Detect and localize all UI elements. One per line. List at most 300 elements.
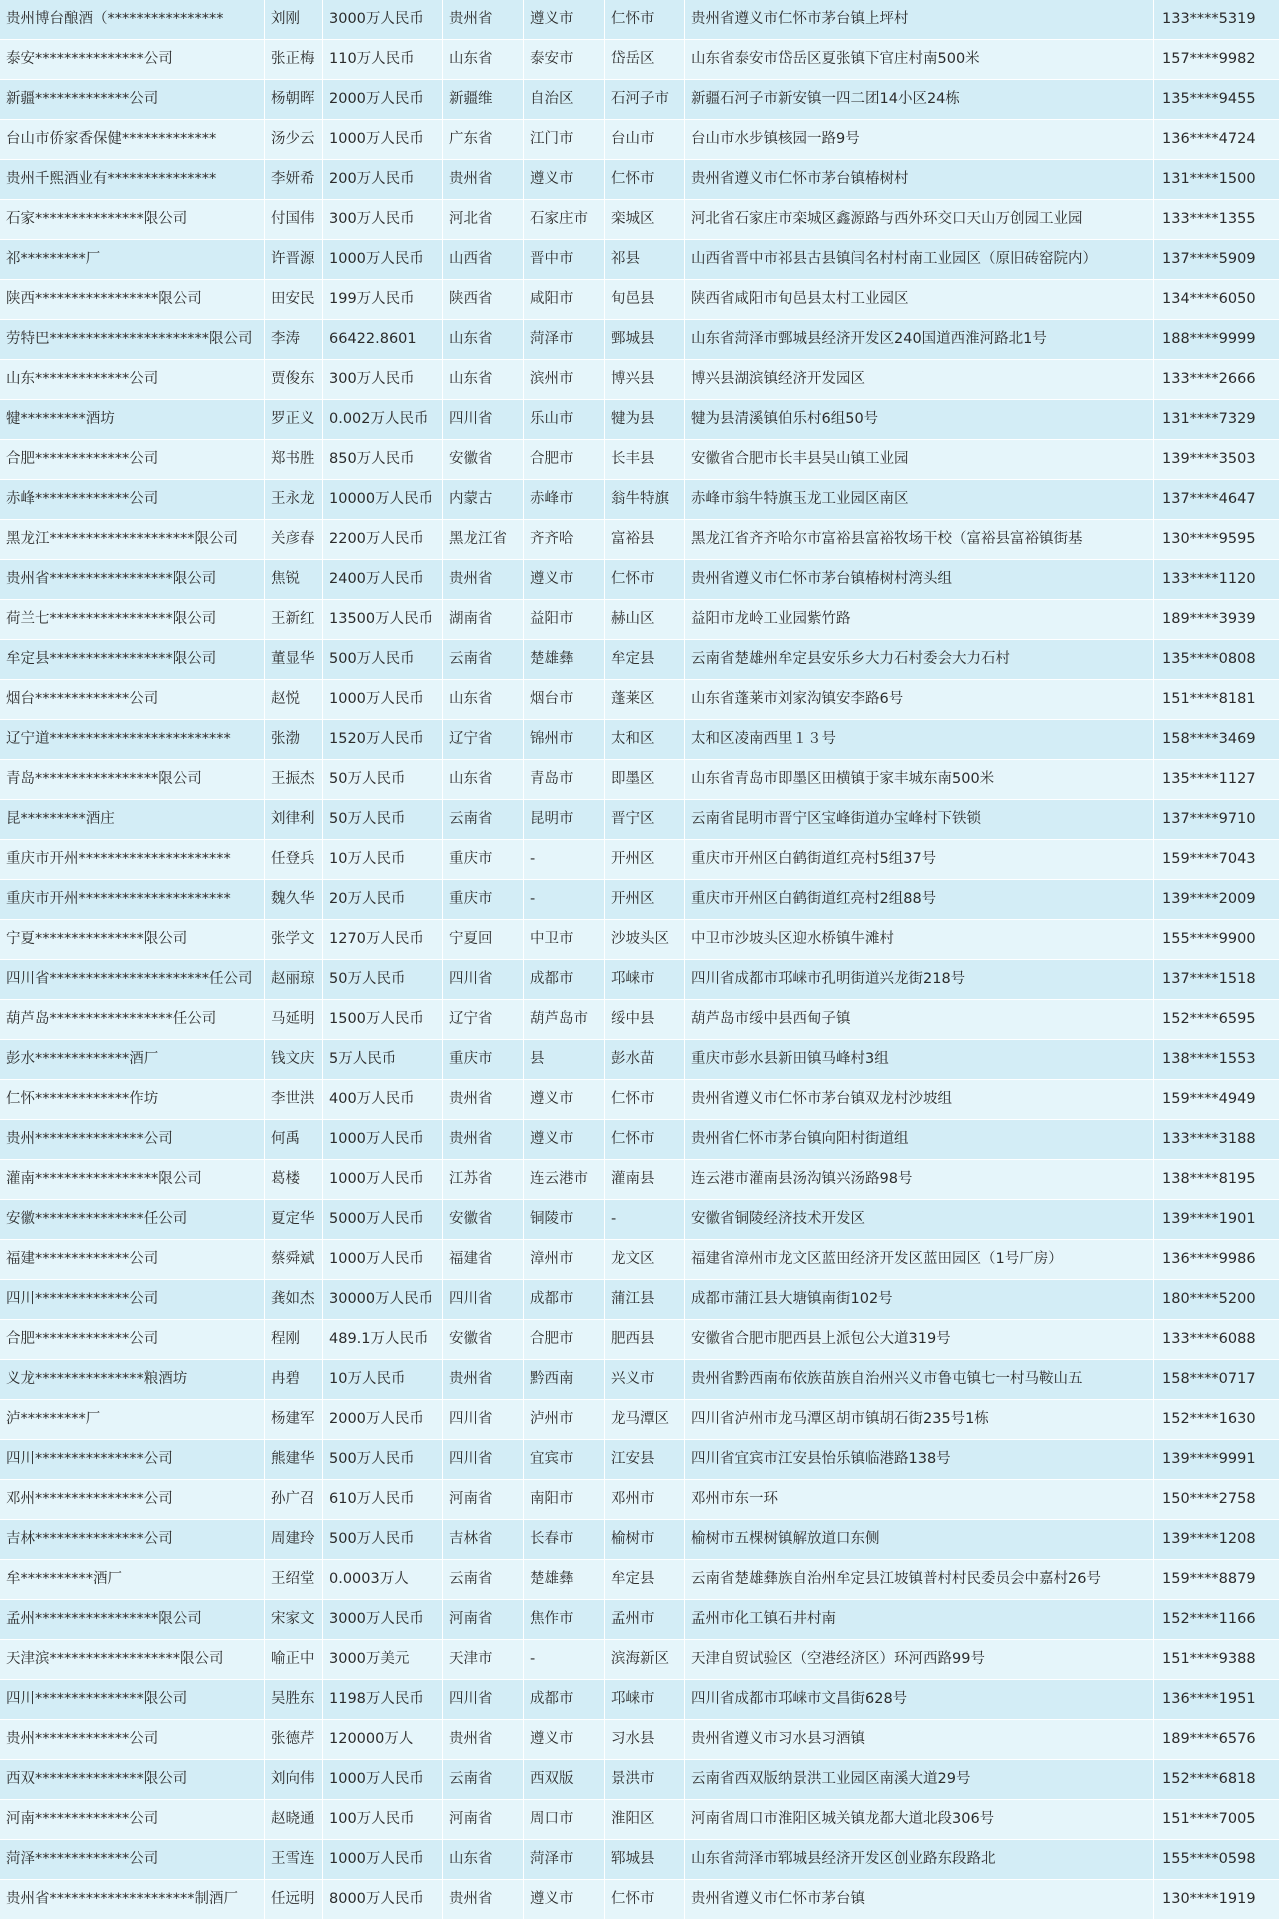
city-cell: - xyxy=(524,880,605,920)
district-cell: 长丰县 xyxy=(605,440,685,480)
legal-person-cell: 张正梅 xyxy=(265,40,323,80)
city-cell: 遵义市 xyxy=(524,1120,605,1160)
province-cell: 福建省 xyxy=(443,1240,524,1280)
phone-cell: 180****5200 xyxy=(1154,1280,1280,1320)
address-cell: 太和区凌南西里１３号 xyxy=(685,720,1154,760)
address-cell: 榆树市五棵树镇解放道口东侧 xyxy=(685,1520,1154,1560)
company-name-cell: 石家***************限公司 xyxy=(0,200,265,240)
table-row xyxy=(0,600,1280,640)
province-cell: 宁夏回 xyxy=(443,920,524,960)
city-cell: 黔西南 xyxy=(524,1360,605,1400)
table-row xyxy=(0,1440,1280,1480)
company-name-cell: 彭水*************酒厂 xyxy=(0,1040,265,1080)
registered-capital-cell: 2000万人民币 xyxy=(323,1400,443,1440)
phone-cell: 158****3469 xyxy=(1154,720,1280,760)
legal-person-cell: 任远明 xyxy=(265,1880,323,1920)
company-name-cell: 新疆*************公司 xyxy=(0,80,265,120)
province-cell: 贵州省 xyxy=(443,560,524,600)
address-cell: 安徽省铜陵经济技术开发区 xyxy=(685,1200,1154,1240)
address-cell: 赤峰市翁牛特旗玉龙工业园区南区 xyxy=(685,480,1154,520)
registered-capital-cell: 50万人民币 xyxy=(323,960,443,1000)
city-cell: 葫芦岛市 xyxy=(524,1000,605,1040)
registered-capital-cell: 120000万人 xyxy=(323,1720,443,1760)
legal-person-cell: 马延明 xyxy=(265,1000,323,1040)
province-cell: 吉林省 xyxy=(443,1520,524,1560)
table-row xyxy=(0,1280,1280,1320)
district-cell: 岱岳区 xyxy=(605,40,685,80)
district-cell: 兴义市 xyxy=(605,1360,685,1400)
phone-cell: 152****6595 xyxy=(1154,1000,1280,1040)
district-cell: 犍为县 xyxy=(605,400,685,440)
province-cell: 贵州省 xyxy=(443,1720,524,1760)
phone-cell: 133****5319 xyxy=(1154,0,1280,40)
registered-capital-cell: 300万人民币 xyxy=(323,360,443,400)
address-cell: 连云港市灌南县汤沟镇兴汤路98号 xyxy=(685,1160,1154,1200)
company-name-cell: 贵州*************公司 xyxy=(0,1720,265,1760)
table-row xyxy=(0,160,1280,200)
company-name-cell: 西双***************限公司 xyxy=(0,1760,265,1800)
address-cell: 贵州省遵义市仁怀市茅台镇椿树村湾头组 xyxy=(685,560,1154,600)
company-name-cell: 重庆市开州********************* xyxy=(0,880,265,920)
table-row xyxy=(0,1200,1280,1240)
address-cell: 成都市蒲江县大塘镇南街102号 xyxy=(685,1280,1154,1320)
registered-capital-cell: 400万人民币 xyxy=(323,1080,443,1120)
legal-person-cell: 葛楼 xyxy=(265,1160,323,1200)
district-cell: 仁怀市 xyxy=(605,1880,685,1920)
district-cell: 太和区 xyxy=(605,720,685,760)
province-cell: 四川省 xyxy=(443,1440,524,1480)
table-row xyxy=(0,1320,1280,1360)
phone-cell: 137****4647 xyxy=(1154,480,1280,520)
city-cell: 合肥市 xyxy=(524,1320,605,1360)
registered-capital-cell: 1000万人民币 xyxy=(323,680,443,720)
district-cell: 龙马潭区 xyxy=(605,1400,685,1440)
phone-cell: 139****1208 xyxy=(1154,1520,1280,1560)
address-cell: 山东省青岛市即墨区田横镇于家丰城东南500米 xyxy=(685,760,1154,800)
city-cell: 长春市 xyxy=(524,1520,605,1560)
city-cell: 烟台市 xyxy=(524,680,605,720)
registered-capital-cell: 1000万人民币 xyxy=(323,1160,443,1200)
city-cell: 焦作市 xyxy=(524,1600,605,1640)
province-cell: 贵州省 xyxy=(443,1120,524,1160)
address-cell: 河北省石家庄市栾城区鑫源路与西外环交口天山万创园工业园 xyxy=(685,200,1154,240)
company-name-cell: 仁怀*************作坊 xyxy=(0,1080,265,1120)
city-cell: 遵义市 xyxy=(524,1720,605,1760)
province-cell: 安徽省 xyxy=(443,1320,524,1360)
table-row xyxy=(0,720,1280,760)
legal-person-cell: 赵晓通 xyxy=(265,1800,323,1840)
address-cell: 四川省泸州市龙马潭区胡市镇胡石街235号1栋 xyxy=(685,1400,1154,1440)
phone-cell: 158****0717 xyxy=(1154,1360,1280,1400)
legal-person-cell: 许晋源 xyxy=(265,240,323,280)
city-cell: 合肥市 xyxy=(524,440,605,480)
province-cell: 云南省 xyxy=(443,640,524,680)
legal-person-cell: 魏久华 xyxy=(265,880,323,920)
address-cell: 犍为县清溪镇伯乐村6组50号 xyxy=(685,400,1154,440)
district-cell: 仁怀市 xyxy=(605,1080,685,1120)
province-cell: 安徽省 xyxy=(443,440,524,480)
company-name-cell: 祁*********厂 xyxy=(0,240,265,280)
phone-cell: 135****9455 xyxy=(1154,80,1280,120)
city-cell: 成都市 xyxy=(524,1680,605,1720)
phone-cell: 135****1127 xyxy=(1154,760,1280,800)
phone-cell: 152****1630 xyxy=(1154,1400,1280,1440)
district-cell: - xyxy=(605,1200,685,1240)
phone-cell: 133****3188 xyxy=(1154,1120,1280,1160)
city-cell: 滨州市 xyxy=(524,360,605,400)
phone-cell: 130****1919 xyxy=(1154,1880,1280,1920)
district-cell: 台山市 xyxy=(605,120,685,160)
phone-cell: 151****8181 xyxy=(1154,680,1280,720)
phone-cell: 151****7005 xyxy=(1154,1800,1280,1840)
table-row xyxy=(0,800,1280,840)
legal-person-cell: 周建玲 xyxy=(265,1520,323,1560)
legal-person-cell: 蔡舜斌 xyxy=(265,1240,323,1280)
company-name-cell: 河南*************公司 xyxy=(0,1800,265,1840)
district-cell: 牟定县 xyxy=(605,1560,685,1600)
city-cell: 宜宾市 xyxy=(524,1440,605,1480)
registered-capital-cell: 610万人民币 xyxy=(323,1480,443,1520)
district-cell: 晋宁区 xyxy=(605,800,685,840)
province-cell: 河南省 xyxy=(443,1800,524,1840)
district-cell: 祁县 xyxy=(605,240,685,280)
province-cell: 贵州省 xyxy=(443,160,524,200)
district-cell: 开州区 xyxy=(605,840,685,880)
table-row xyxy=(0,1120,1280,1160)
province-cell: 广东省 xyxy=(443,120,524,160)
registered-capital-cell: 1000万人民币 xyxy=(323,1840,443,1880)
city-cell: 南阳市 xyxy=(524,1480,605,1520)
city-cell: 楚雄彝 xyxy=(524,1560,605,1600)
table-row xyxy=(0,440,1280,480)
district-cell: 石河子市 xyxy=(605,80,685,120)
legal-person-cell: 熊建华 xyxy=(265,1440,323,1480)
phone-cell: 136****9986 xyxy=(1154,1240,1280,1280)
registered-capital-cell: 5000万人民币 xyxy=(323,1200,443,1240)
phone-cell: 155****0598 xyxy=(1154,1840,1280,1880)
province-cell: 贵州省 xyxy=(443,0,524,40)
district-cell: 即墨区 xyxy=(605,760,685,800)
city-cell: 周口市 xyxy=(524,1800,605,1840)
phone-cell: 159****7043 xyxy=(1154,840,1280,880)
company-name-cell: 赤峰*************公司 xyxy=(0,480,265,520)
city-cell: 昆明市 xyxy=(524,800,605,840)
phone-cell: 135****0808 xyxy=(1154,640,1280,680)
city-cell: 遵义市 xyxy=(524,1080,605,1120)
address-cell: 新疆石河子市新安镇一四二团14小区24栋 xyxy=(685,80,1154,120)
legal-person-cell: 王振杰 xyxy=(265,760,323,800)
company-name-cell: 葫芦岛*****************任公司 xyxy=(0,1000,265,1040)
province-cell: 陕西省 xyxy=(443,280,524,320)
district-cell: 蓬莱区 xyxy=(605,680,685,720)
company-name-cell: 福建*************公司 xyxy=(0,1240,265,1280)
phone-cell: 134****6050 xyxy=(1154,280,1280,320)
registered-capital-cell: 300万人民币 xyxy=(323,200,443,240)
legal-person-cell: 王绍堂 xyxy=(265,1560,323,1600)
company-name-cell: 四川省**********************任公司 xyxy=(0,960,265,1000)
registered-capital-cell: 199万人民币 xyxy=(323,280,443,320)
address-cell: 云南省昆明市晋宁区宝峰街道办宝峰村下铁锁 xyxy=(685,800,1154,840)
legal-person-cell: 刘刚 xyxy=(265,0,323,40)
city-cell: 成都市 xyxy=(524,960,605,1000)
table-row xyxy=(0,240,1280,280)
address-cell: 天津自贸试验区（空港经济区）环河西路99号 xyxy=(685,1640,1154,1680)
district-cell: 开州区 xyxy=(605,880,685,920)
registered-capital-cell: 3000万人民币 xyxy=(323,0,443,40)
address-cell: 贵州省黔西南布依族苗族自治州兴义市鲁屯镇七一村马鞍山五 xyxy=(685,1360,1154,1400)
company-name-cell: 贵州博台酿酒（**************** xyxy=(0,0,265,40)
registered-capital-cell: 1000万人民币 xyxy=(323,1240,443,1280)
address-cell: 中卫市沙坡头区迎水桥镇牛滩村 xyxy=(685,920,1154,960)
legal-person-cell: 刘律利 xyxy=(265,800,323,840)
table-row xyxy=(0,40,1280,80)
city-cell: 泸州市 xyxy=(524,1400,605,1440)
company-name-cell: 台山市侨家香保健************* xyxy=(0,120,265,160)
province-cell: 河北省 xyxy=(443,200,524,240)
district-cell: 蒲江县 xyxy=(605,1280,685,1320)
legal-person-cell: 李世洪 xyxy=(265,1080,323,1120)
table-row xyxy=(0,520,1280,560)
table-row xyxy=(0,1800,1280,1840)
address-cell: 山东省菏泽市鄄城县经济开发区240国道西淮河路北1号 xyxy=(685,320,1154,360)
city-cell: 楚雄彝 xyxy=(524,640,605,680)
table-row xyxy=(0,80,1280,120)
legal-person-cell: 赵悦 xyxy=(265,680,323,720)
district-cell: 景洪市 xyxy=(605,1760,685,1800)
province-cell: 重庆市 xyxy=(443,840,524,880)
registered-capital-cell: 10万人民币 xyxy=(323,1360,443,1400)
registered-capital-cell: 2400万人民币 xyxy=(323,560,443,600)
province-cell: 四川省 xyxy=(443,1400,524,1440)
province-cell: 贵州省 xyxy=(443,1080,524,1120)
table-row xyxy=(0,960,1280,1000)
legal-person-cell: 孙广召 xyxy=(265,1480,323,1520)
company-name-cell: 孟州*****************限公司 xyxy=(0,1600,265,1640)
phone-cell: 138****8195 xyxy=(1154,1160,1280,1200)
province-cell: 山东省 xyxy=(443,360,524,400)
district-cell: 仁怀市 xyxy=(605,1120,685,1160)
city-cell: 遵义市 xyxy=(524,1880,605,1920)
company-name-cell: 贵州***************公司 xyxy=(0,1120,265,1160)
province-cell: 江苏省 xyxy=(443,1160,524,1200)
company-name-cell: 陕西*****************限公司 xyxy=(0,280,265,320)
district-cell: 仁怀市 xyxy=(605,0,685,40)
address-cell: 河南省周口市淮阳区城关镇龙都大道北段306号 xyxy=(685,1800,1154,1840)
table-row xyxy=(0,1360,1280,1400)
province-cell: 辽宁省 xyxy=(443,1000,524,1040)
province-cell: 贵州省 xyxy=(443,1880,524,1920)
company-name-cell: 烟台*************公司 xyxy=(0,680,265,720)
address-cell: 贵州省遵义市仁怀市茅台镇 xyxy=(685,1880,1154,1920)
city-cell: 赤峰市 xyxy=(524,480,605,520)
table-row xyxy=(0,640,1280,680)
phone-cell: 131****1500 xyxy=(1154,160,1280,200)
district-cell: 富裕县 xyxy=(605,520,685,560)
city-cell: 晋中市 xyxy=(524,240,605,280)
table-row xyxy=(0,1000,1280,1040)
address-cell: 黑龙江省齐齐哈尔市富裕县富裕牧场干校（富裕县富裕镇街基 xyxy=(685,520,1154,560)
company-name-cell: 泸*********厂 xyxy=(0,1400,265,1440)
district-cell: 孟州市 xyxy=(605,1600,685,1640)
registered-capital-cell: 50万人民币 xyxy=(323,760,443,800)
table-row xyxy=(0,760,1280,800)
company-name-cell: 贵州省*****************限公司 xyxy=(0,560,265,600)
registered-capital-cell: 3000万人民币 xyxy=(323,1600,443,1640)
table-row xyxy=(0,200,1280,240)
table-row xyxy=(0,1480,1280,1520)
company-name-cell: 泰安***************公司 xyxy=(0,40,265,80)
address-cell: 安徽省合肥市肥西县上派包公大道319号 xyxy=(685,1320,1154,1360)
registered-capital-cell: 13500万人民币 xyxy=(323,600,443,640)
table-row xyxy=(0,1080,1280,1120)
district-cell: 博兴县 xyxy=(605,360,685,400)
company-name-cell: 菏泽*************公司 xyxy=(0,1840,265,1880)
company-name-cell: 犍*********酒坊 xyxy=(0,400,265,440)
city-cell: 青岛市 xyxy=(524,760,605,800)
city-cell: 齐齐哈 xyxy=(524,520,605,560)
legal-person-cell: 龚如杰 xyxy=(265,1280,323,1320)
company-name-cell: 昆*********酒庄 xyxy=(0,800,265,840)
district-cell: 翁牛特旗 xyxy=(605,480,685,520)
province-cell: 四川省 xyxy=(443,1280,524,1320)
city-cell: 遵义市 xyxy=(524,560,605,600)
phone-cell: 137****9710 xyxy=(1154,800,1280,840)
table-row xyxy=(0,1560,1280,1600)
phone-cell: 137****5909 xyxy=(1154,240,1280,280)
table-row xyxy=(0,1240,1280,1280)
legal-person-cell: 夏定华 xyxy=(265,1200,323,1240)
company-name-cell: 合肥*************公司 xyxy=(0,440,265,480)
district-cell: 肥西县 xyxy=(605,1320,685,1360)
district-cell: 旬邑县 xyxy=(605,280,685,320)
company-name-cell: 青岛*****************限公司 xyxy=(0,760,265,800)
registered-capital-cell: 1500万人民币 xyxy=(323,1000,443,1040)
legal-person-cell: 王新红 xyxy=(265,600,323,640)
registered-capital-cell: 0.0003万人 xyxy=(323,1560,443,1600)
phone-cell: 159****8879 xyxy=(1154,1560,1280,1600)
legal-person-cell: 贾俊东 xyxy=(265,360,323,400)
address-cell: 云南省西双版纳景洪工业园区南溪大道29号 xyxy=(685,1760,1154,1800)
district-cell: 彭水苗 xyxy=(605,1040,685,1080)
address-cell: 重庆市开州区白鹤街道红亮村2组88号 xyxy=(685,880,1154,920)
registered-capital-cell: 50万人民币 xyxy=(323,800,443,840)
province-cell: 湖南省 xyxy=(443,600,524,640)
legal-person-cell: 吴胜东 xyxy=(265,1680,323,1720)
district-cell: 邓州市 xyxy=(605,1480,685,1520)
phone-cell: 133****1355 xyxy=(1154,200,1280,240)
registered-capital-cell: 20万人民币 xyxy=(323,880,443,920)
city-cell: 自治区 xyxy=(524,80,605,120)
address-cell: 台山市水步镇核园一路9号 xyxy=(685,120,1154,160)
company-name-cell: 四川***************公司 xyxy=(0,1440,265,1480)
legal-person-cell: 杨朝晖 xyxy=(265,80,323,120)
company-name-cell: 四川***************限公司 xyxy=(0,1680,265,1720)
province-cell: 山东省 xyxy=(443,320,524,360)
registered-capital-cell: 489.1万人民币 xyxy=(323,1320,443,1360)
company-name-cell: 安徽***************任公司 xyxy=(0,1200,265,1240)
table-row xyxy=(0,1400,1280,1440)
city-cell: 菏泽市 xyxy=(524,1840,605,1880)
address-cell: 福建省漳州市龙文区蓝田经济开发区蓝田园区（1号厂房） xyxy=(685,1240,1154,1280)
phone-cell: 159****4949 xyxy=(1154,1080,1280,1120)
district-cell: 沙坡头区 xyxy=(605,920,685,960)
company-name-cell: 劳特巴**********************限公司 xyxy=(0,320,265,360)
legal-person-cell: 冉碧 xyxy=(265,1360,323,1400)
phone-cell: 139****2009 xyxy=(1154,880,1280,920)
registered-capital-cell: 10000万人民币 xyxy=(323,480,443,520)
province-cell: 四川省 xyxy=(443,960,524,1000)
address-cell: 四川省成都市邛崃市文昌街628号 xyxy=(685,1680,1154,1720)
phone-cell: 155****9900 xyxy=(1154,920,1280,960)
phone-cell: 152****1166 xyxy=(1154,1600,1280,1640)
district-cell: 仁怀市 xyxy=(605,160,685,200)
registered-capital-cell: 500万人民币 xyxy=(323,640,443,680)
table-row xyxy=(0,360,1280,400)
table-row xyxy=(0,280,1280,320)
city-cell: 遵义市 xyxy=(524,160,605,200)
city-cell: 益阳市 xyxy=(524,600,605,640)
city-cell: 县 xyxy=(524,1040,605,1080)
city-cell: 咸阳市 xyxy=(524,280,605,320)
city-cell: 泰安市 xyxy=(524,40,605,80)
province-cell: 山西省 xyxy=(443,240,524,280)
district-cell: 淮阳区 xyxy=(605,1800,685,1840)
phone-cell: 133****2666 xyxy=(1154,360,1280,400)
legal-person-cell: 关彦春 xyxy=(265,520,323,560)
registered-capital-cell: 500万人民币 xyxy=(323,1520,443,1560)
table-row xyxy=(0,1720,1280,1760)
district-cell: 榆树市 xyxy=(605,1520,685,1560)
district-cell: 郓城县 xyxy=(605,1840,685,1880)
table-row xyxy=(0,840,1280,880)
city-cell: 连云港市 xyxy=(524,1160,605,1200)
province-cell: 河南省 xyxy=(443,1600,524,1640)
legal-person-cell: 董显华 xyxy=(265,640,323,680)
table-row xyxy=(0,920,1280,960)
address-cell: 山东省泰安市岱岳区夏张镇下官庄村南500米 xyxy=(685,40,1154,80)
legal-person-cell: 杨建军 xyxy=(265,1400,323,1440)
company-name-cell: 邓州***************公司 xyxy=(0,1480,265,1520)
company-name-cell: 灌南*****************限公司 xyxy=(0,1160,265,1200)
table-row xyxy=(0,1160,1280,1200)
company-name-cell: 重庆市开州********************* xyxy=(0,840,265,880)
phone-cell: 137****1518 xyxy=(1154,960,1280,1000)
registered-capital-cell: 1000万人民币 xyxy=(323,1120,443,1160)
company-name-cell: 四川*************公司 xyxy=(0,1280,265,1320)
table-row xyxy=(0,1600,1280,1640)
address-cell: 山东省蓬莱市刘家沟镇安李路6号 xyxy=(685,680,1154,720)
city-cell: 遵义市 xyxy=(524,0,605,40)
registered-capital-cell: 100万人民币 xyxy=(323,1800,443,1840)
registered-capital-cell: 8000万人民币 xyxy=(323,1880,443,1920)
table-row xyxy=(0,120,1280,160)
registered-capital-cell: 66422.8601 xyxy=(323,320,443,360)
registered-capital-cell: 10万人民币 xyxy=(323,840,443,880)
registered-capital-cell: 110万人民币 xyxy=(323,40,443,80)
phone-cell: 150****2758 xyxy=(1154,1480,1280,1520)
legal-person-cell: 何禹 xyxy=(265,1120,323,1160)
address-cell: 贵州省遵义市仁怀市茅台镇上坪村 xyxy=(685,0,1154,40)
address-cell: 贵州省仁怀市茅台镇向阳村街道组 xyxy=(685,1120,1154,1160)
phone-cell: 189****3939 xyxy=(1154,600,1280,640)
province-cell: 山东省 xyxy=(443,760,524,800)
registered-capital-cell: 500万人民币 xyxy=(323,1440,443,1480)
address-cell: 博兴县湖滨镇经济开发园区 xyxy=(685,360,1154,400)
province-cell: 山东省 xyxy=(443,680,524,720)
phone-cell: 130****9595 xyxy=(1154,520,1280,560)
phone-cell: 151****9388 xyxy=(1154,1640,1280,1680)
district-cell: 邛崃市 xyxy=(605,960,685,1000)
